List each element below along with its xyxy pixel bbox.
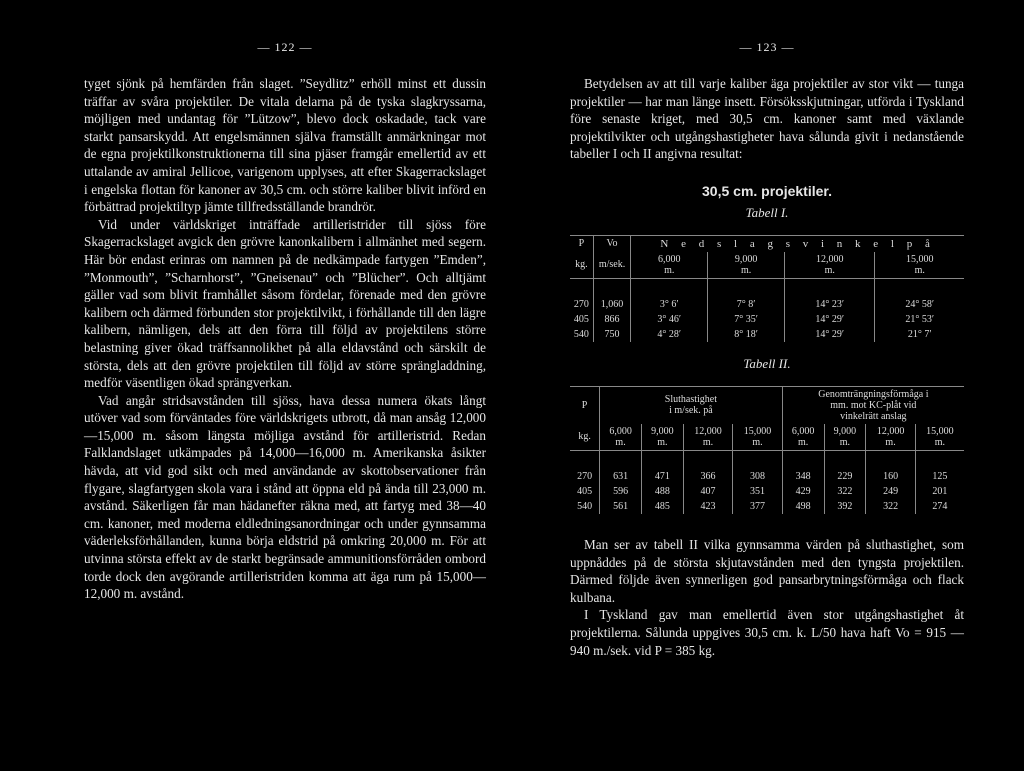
table-cell: 201	[915, 484, 964, 499]
table-cell: 596	[600, 484, 642, 499]
table-cell: 3° 46′	[631, 312, 708, 327]
left-paragraph-3: Vad angår stridsavstånden till sjöss, hava dessa numera ökats långt utöver vad som förväntades före världskrigets utbrott, då man ansåg 12,000—15,000 m. såsom längsta möjliga avstånd för artilleristrid. Redan Falklandslaget utkämpades på 14,000—16,000 m. Amerikanska åsikter hävda, att vid god sikt och med användande av skottobservationer från flygare, slagfartygen skola vara i stånd att öppna eld på ända till 23,000 m. avstånd. Säkerligen får man hädanefter räkna med, att fartyg med 38—40 cm. kanoner, med moderna eldledningsanordningar och under gynnsamma väderleksförhållanden, kunna börja eldstrid på omkring 20,000 m. För att utvinna största effekt av de starkt begränsade ammunitionsförråden ombord torde dock den avgörande artilleristriden komma att äga rum på 15,000—12,000 m. avstånd.	[84, 392, 486, 602]
table-cell: 308	[733, 469, 782, 484]
table-cell: 8° 18′	[708, 327, 785, 342]
table-cell: 407	[683, 484, 732, 499]
table-cell: 561	[600, 499, 642, 514]
table2-group-sluthastighet: Sluthastighet i m/sek. på	[600, 386, 783, 424]
table-cell: 366	[683, 469, 732, 484]
page-number-right: — 123 —	[739, 40, 795, 54]
table-row	[570, 484, 964, 499]
table-cell: 485	[641, 499, 683, 514]
left-paragraph-1: tyget sjönk på hemfärden från slaget. ”Seydlitz” erhöll minst ett dussin träffar av svåra projektiler. De vitala delarna på de tyska slagkryssarna, möjligen med undantag för ”Lützow”, blevo dock oskadade, tack vare starkt pansarskydd. Att engelsmännen själva framställt anmärkningar mot de egna projektilkonstruktionerna till sina pjäser framgår emellertid av ett uttalande av amiral Jellicoe, varigenom upplyses, att efter Skagerrackslaget i engelska flottan för kanoner av 30,5 cm. och större kaliber blivit införd en förbättrad projektiltyp jämte tillfredsställande brandrör.	[84, 76, 486, 215]
table2-caption: Tabell II.	[743, 355, 791, 371]
table-cell: 540	[577, 500, 593, 512]
table1-col-vo: Vo	[593, 235, 630, 252]
section-title: 30,5 cm. projektiler.	[702, 182, 832, 199]
intro-paragraph: Betydelsen av att till varje kaliber äga projektiler av stor vikt — tunga projektiler — har man länge insett. Försöksskjutningar, utförda i Tyskland före senaste kriget, med 30,5 cm. kanoner samt med växlande projektilvikter och utgångshastigheter hava sålunda givit i nedanstående tabeller I och II angivna resultat:	[570, 76, 964, 162]
table-cell: 14° 23′	[785, 297, 875, 312]
table2-dist: 6,000 m.	[782, 424, 824, 451]
table-cell: 498	[782, 499, 824, 514]
table2-dist: 9,000 m.	[641, 424, 683, 451]
table2-dist: 12,000 m.	[683, 424, 732, 451]
table2-dist: 15,000 m.	[733, 424, 782, 451]
table1-caption: Tabell I.	[745, 204, 789, 220]
table-cell: 405	[577, 485, 593, 497]
table2-dist: 9,000 m.	[824, 424, 866, 451]
table-cell: 21° 7′	[875, 327, 964, 342]
table-cell: 21° 53′	[875, 312, 964, 327]
table-cell: 274	[915, 499, 964, 514]
table-cell: 14° 29′	[785, 312, 875, 327]
table1-dist-6000: 6,000 m.	[631, 252, 708, 279]
table-cell: 429	[782, 484, 824, 499]
table-row	[570, 312, 964, 327]
table-cell: 160	[866, 469, 915, 484]
table-cell: 377	[733, 499, 782, 514]
table2-group-genomtrangning: Genomträngningsförmåga i mm. mot KC-plåt vid vinkelrätt anslag	[782, 386, 964, 424]
table-cell: 405	[573, 313, 589, 325]
table-row	[570, 499, 964, 514]
table-cell: 488	[641, 484, 683, 499]
right-page	[512, 0, 1024, 771]
table-cell: 540	[573, 328, 589, 340]
table-cell: 471	[641, 469, 683, 484]
table-cell: 125	[915, 469, 964, 484]
table-cell: 3° 6′	[631, 297, 708, 312]
table1-unit-vo: m/sek.	[593, 252, 630, 279]
table2-dist: 12,000 m.	[866, 424, 915, 451]
table2-col-p: P	[570, 386, 600, 424]
table-cell: 392	[824, 499, 866, 514]
table-cell: 423	[683, 499, 732, 514]
after-paragraph-1: Man ser av tabell II vilka gynnsamma värden på sluthastighet, som uppnåddes på de största skjutavstånden med den tyngsta projektilen. Därmed följde även synnerligen god pansarbrytningsförmåga och flack kulbana.	[570, 536, 964, 605]
table-row	[570, 327, 964, 342]
table-cell: 1,060	[593, 297, 630, 312]
table-1	[570, 235, 964, 342]
table-cell: 7° 8′	[708, 297, 785, 312]
table-cell: 249	[866, 484, 915, 499]
table-cell: 270	[577, 470, 593, 482]
table-row	[570, 297, 964, 312]
table-cell: 348	[782, 469, 824, 484]
table-cell: 750	[593, 327, 630, 342]
table1-dist-9000: 9,000 m.	[708, 252, 785, 279]
table1-dist-12000: 12,000 m.	[785, 252, 875, 279]
table-cell: 229	[824, 469, 866, 484]
table1-group-header: N e d s l a g s v i n k e l p å	[631, 235, 964, 252]
page-number-left: — 122 —	[257, 40, 313, 54]
table-row	[570, 469, 964, 484]
table-2	[570, 386, 964, 514]
table-cell: 4° 28′	[631, 327, 708, 342]
table-cell: 14° 29′	[785, 327, 875, 342]
table2-dist: 15,000 m.	[915, 424, 964, 451]
table-cell: 24° 58′	[875, 297, 964, 312]
table-cell: 631	[600, 469, 642, 484]
table-cell: 7° 35′	[708, 312, 785, 327]
table-cell: 322	[824, 484, 866, 499]
table-cell: 322	[866, 499, 915, 514]
after-paragraph-2: I Tyskland gav man emellertid även stor utgångshastighet åt projektilerna. Sålunda uppgives 30,5 cm. k. L/50 hava haft Vo = 915 — 940 m./sek. vid P = 385 kg.	[570, 607, 964, 658]
table-cell: 270	[573, 298, 589, 310]
table-cell: 351	[733, 484, 782, 499]
table1-col-p: P	[570, 235, 593, 252]
table1-unit-p: kg.	[570, 252, 593, 279]
table1-dist-15000: 15,000 m.	[875, 252, 964, 279]
table2-unit-p: kg.	[570, 424, 600, 451]
left-paragraph-2: Vid under världskriget inträffade artilleristrider till sjöss före Skagerrackslaget avgick den grövre kanonkalibern i allmänhet med segern. Här bör endast erinras om namnen på de nedkämpade fartygen ”Emden”, ”Monmouth”, ”Scharnhorst”, ”Gneisenau” och ”Blücher”. Och alltjämt gäller vad som blivit framhållet såsom fördelar, förenade med den grövre kalibern och därmed förbunden stor projektilvikt, i förhållande till den lägre kalibern, nämligen, dels att den förra till följd av projektilens större belastning giver ökad träffsannolikhet på alla eldavstånd och särskilt de största, dels att den grövre projektilen till följd av större sprängladdning, medför väsentligen ökad sprängverkan.	[84, 216, 486, 391]
table-cell: 866	[593, 312, 630, 327]
table2-dist: 6,000 m.	[600, 424, 642, 451]
